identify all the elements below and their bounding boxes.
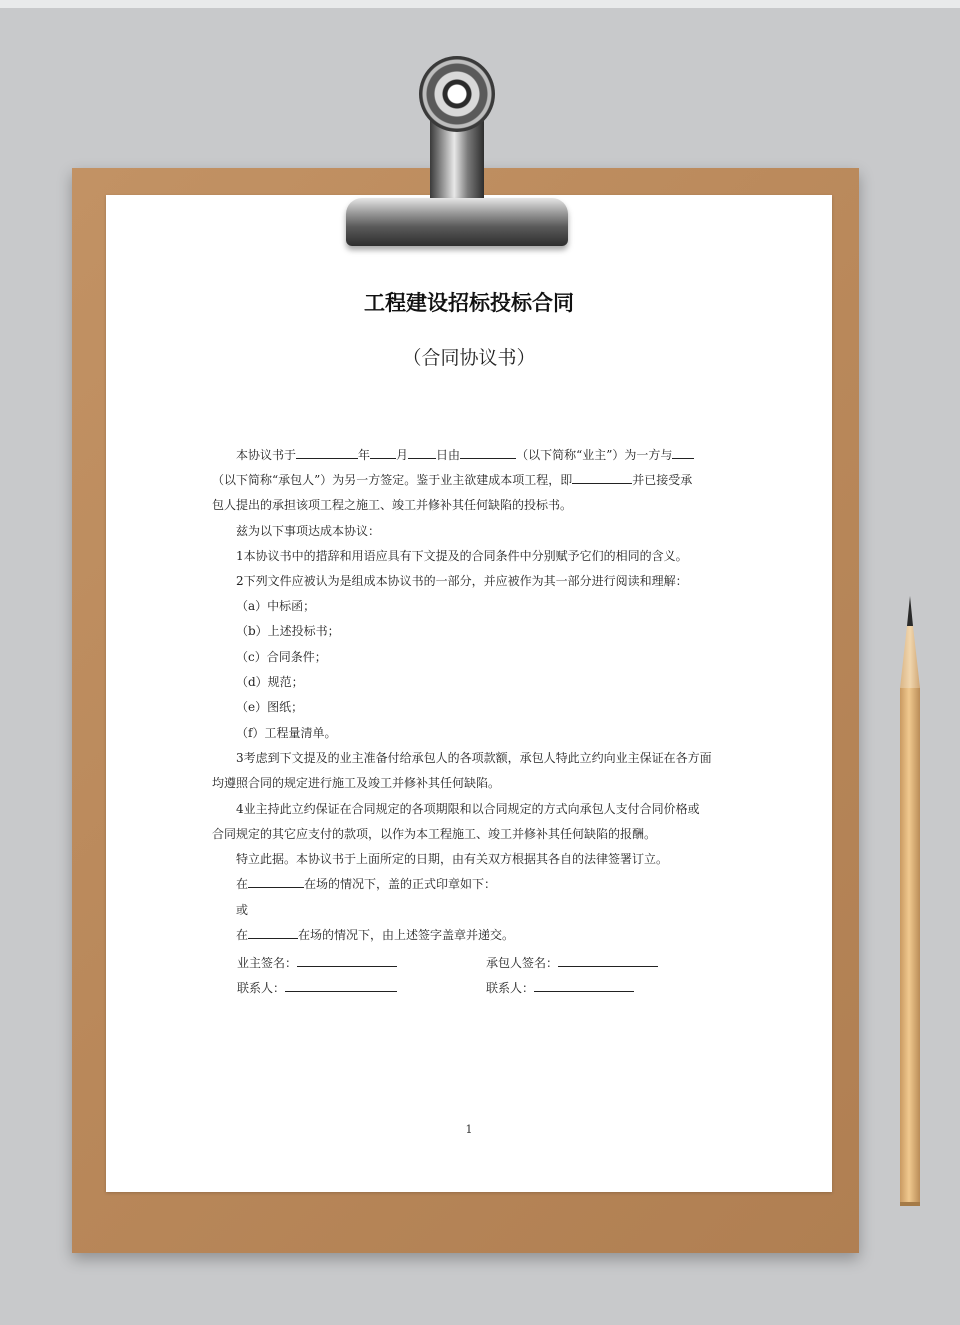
paragraph-line: 2下列文件应被认为是组成本协议书的一部分，并应被作为其一部分进行阅读和理解： [236, 574, 688, 588]
page-number: 1 [465, 1123, 473, 1136]
clip-jaw [346, 198, 568, 246]
document-subtitle: （合同协议书） [402, 347, 536, 369]
list-item: （c）合同条件； [236, 650, 327, 664]
paragraph-line: 或 [236, 903, 249, 917]
paragraph-line: 1本协议书中的措辞和用语应具有下文提及的合同条件中分别赋予它们的相同的含义。 [236, 549, 688, 563]
paragraph-line: 特立此据。本协议书于上面所定的日期，由有关双方根据其各自的法律签署订立。 [236, 852, 669, 866]
paragraph-line: 在 在场的情况下，盖的正式印章如下： [236, 877, 497, 891]
list-item: （f）工程量清单。 [236, 726, 337, 740]
top-band [0, 0, 960, 8]
contractor-contact-line: 联系人： [486, 979, 634, 996]
paragraph-line: 本协议书于 年 月 日由 （以下简称“业主”）为一方与 [236, 446, 694, 463]
paragraph-line: （以下简称“承包人”）为另一方签定。鉴于业主欲建成本项工程，即 并已接受承 [212, 473, 693, 487]
list-item: （d）规范； [236, 675, 304, 689]
list-item: （a）中标函； [236, 599, 316, 613]
contractor-signature-line: 承包人签名： [486, 954, 658, 971]
list-item: （b）上述投标书； [236, 624, 340, 638]
paragraph-line: 包人提出的承担该项工程之施工、竣工并修补其任何缺陷的投标书。 [212, 498, 573, 512]
clip-ring [419, 56, 495, 132]
document-title: 工程建设招标投标合同 [364, 291, 574, 315]
document-page [106, 195, 832, 1192]
paragraph-line: 3考虑到下文提及的业主准备付给承包人的各项款额，承包人特此立约向业主保证在各方面 [236, 751, 712, 765]
paragraph-line: 在 在场的情况下，由上述签字盖章并递交。 [236, 928, 515, 942]
pencil [892, 596, 928, 1208]
binder-clip [346, 56, 568, 248]
list-item: （e）图纸； [236, 700, 304, 714]
owner-contact-line: 联系人： [237, 979, 397, 996]
paragraph-line: 合同规定的其它应支付的款项，以作为本工程施工、竣工并修补其任何缺陷的报酬。 [212, 827, 657, 841]
paragraph-line: 兹为以下事项达成本协议： [236, 524, 381, 538]
paragraph-line: 均遵照合同的规定进行施工及竣工并修补其任何缺陷。 [212, 776, 501, 790]
owner-signature-line: 业主签名： [237, 954, 397, 971]
paragraph-line: 4业主持此立约保证在合同规定的各项期限和以合同规定的方式向承包人支付合同价格或 [236, 802, 700, 816]
